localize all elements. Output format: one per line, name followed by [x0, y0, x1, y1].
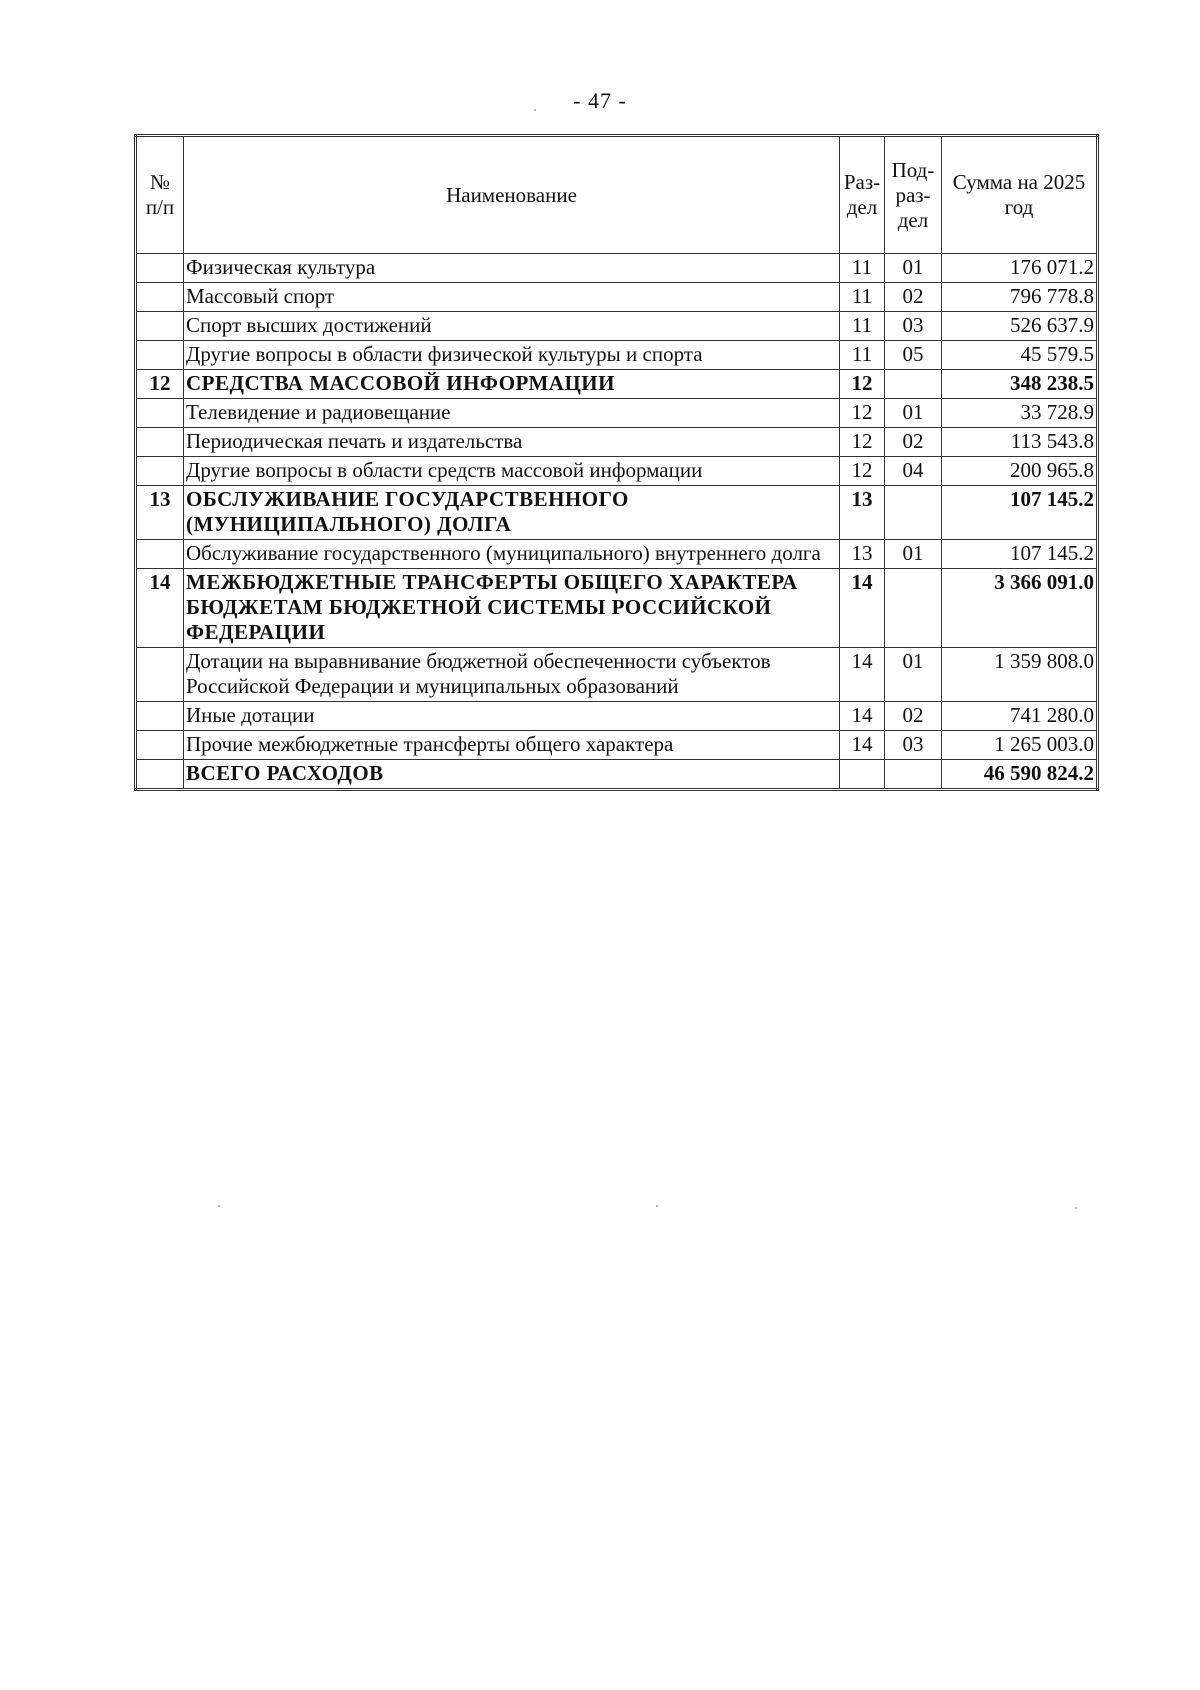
row-sum-cell: 1 359 808.0 — [942, 648, 1098, 702]
row-sum-cell: 526 637.9 — [942, 312, 1098, 341]
row-section-cell: 12 — [840, 457, 885, 486]
row-number-cell — [136, 283, 184, 312]
row-section-cell: 11 — [840, 341, 885, 370]
table-row — [136, 731, 1098, 760]
scan-speck — [1075, 1207, 1077, 1209]
row-subsection-cell: 05 — [885, 341, 942, 370]
row-number-cell — [136, 457, 184, 486]
header-subsection: Под-раз-дел — [885, 136, 942, 254]
row-subsection-cell: 03 — [885, 312, 942, 341]
header-name: Наименование — [184, 136, 840, 254]
row-section-cell: 13 — [840, 540, 885, 569]
row-number-cell — [136, 702, 184, 731]
table-row — [136, 370, 1098, 399]
row-sum-cell: 3 366 091.0 — [942, 569, 1098, 648]
row-name-cell: ОБСЛУЖИВАНИЕ ГОСУДАРСТВЕННОГО (МУНИЦИПАЛЬНОГО) ДОЛГА — [184, 486, 840, 540]
header-sum: Сумма на 2025 год — [942, 136, 1098, 254]
table-row — [136, 254, 1098, 283]
row-sum-cell: 796 778.8 — [942, 283, 1098, 312]
table-row — [136, 702, 1098, 731]
row-section-cell: 12 — [840, 370, 885, 399]
row-sum-cell: 348 238.5 — [942, 370, 1098, 399]
row-number-cell — [136, 731, 184, 760]
row-name-cell: Дотации на выравнивание бюджетной обеспеченности субъектов Российской Федерации и муниципальных образований — [184, 648, 840, 702]
row-number-cell: 14 — [136, 569, 184, 648]
row-name-cell: Иные дотации — [184, 702, 840, 731]
row-subsection-cell: 02 — [885, 702, 942, 731]
row-number-cell — [136, 341, 184, 370]
row-section-cell: 14 — [840, 569, 885, 648]
row-number-cell — [136, 540, 184, 569]
row-name-cell: Другие вопросы в области средств массовой информации — [184, 457, 840, 486]
row-sum-cell: 46 590 824.2 — [942, 760, 1098, 790]
row-subsection-cell: 01 — [885, 648, 942, 702]
table-body — [136, 254, 1098, 790]
row-section-cell: 12 — [840, 399, 885, 428]
scan-speck — [656, 1205, 658, 1207]
row-section-cell: 11 — [840, 312, 885, 341]
row-section-cell: 14 — [840, 702, 885, 731]
row-subsection-cell: 02 — [885, 283, 942, 312]
row-name-cell: Обслуживание государственного (муниципального) внутреннего долга — [184, 540, 840, 569]
row-section-cell — [840, 760, 885, 790]
row-subsection-cell: 01 — [885, 399, 942, 428]
row-number-cell — [136, 760, 184, 790]
row-name-cell: Спорт высших достижений — [184, 312, 840, 341]
row-subsection-cell: 02 — [885, 428, 942, 457]
header-section: Раз-дел — [840, 136, 885, 254]
row-subsection-cell — [885, 760, 942, 790]
row-sum-cell: 741 280.0 — [942, 702, 1098, 731]
row-section-cell: 12 — [840, 428, 885, 457]
row-sum-cell: 176 071.2 — [942, 254, 1098, 283]
row-name-cell: Периодическая печать и издательства — [184, 428, 840, 457]
header-number: № п/п — [136, 136, 184, 254]
table-row — [136, 540, 1098, 569]
row-subsection-cell: 04 — [885, 457, 942, 486]
row-sum-cell: 1 265 003.0 — [942, 731, 1098, 760]
row-name-cell: СРЕДСТВА МАССОВОЙ ИНФОРМАЦИИ — [184, 370, 840, 399]
scan-speck — [218, 1205, 220, 1207]
row-number-cell — [136, 648, 184, 702]
page-number: - 47 - — [573, 88, 627, 113]
row-number-cell — [136, 428, 184, 457]
row-section-cell: 14 — [840, 648, 885, 702]
row-sum-cell: 45 579.5 — [942, 341, 1098, 370]
row-section-cell: 13 — [840, 486, 885, 540]
row-subsection-cell: 03 — [885, 731, 942, 760]
row-section-cell: 11 — [840, 254, 885, 283]
table-header-row — [136, 136, 1098, 254]
row-number-cell — [136, 312, 184, 341]
row-name-cell: Телевидение и радиовещание — [184, 399, 840, 428]
row-sum-cell: 113 543.8 — [942, 428, 1098, 457]
row-subsection-cell — [885, 486, 942, 540]
row-name-cell: МЕЖБЮДЖЕТНЫЕ ТРАНСФЕРТЫ ОБЩЕГО ХАРАКТЕРА БЮДЖЕТАМ БЮДЖЕТНОЙ СИСТЕМЫ РОССИЙСКОЙ ФЕДЕРАЦИИ — [184, 569, 840, 648]
row-name-cell: Физическая культура — [184, 254, 840, 283]
table-row — [136, 486, 1098, 540]
row-name-cell: ВСЕГО РАСХОДОВ — [184, 760, 840, 790]
budget-table — [134, 134, 1099, 791]
row-sum-cell: 33 728.9 — [942, 399, 1098, 428]
table-row — [136, 428, 1098, 457]
table-row — [136, 341, 1098, 370]
table-row — [136, 399, 1098, 428]
row-section-cell: 11 — [840, 283, 885, 312]
scan-speck — [534, 109, 536, 111]
table-row — [136, 312, 1098, 341]
row-name-cell: Прочие межбюджетные трансферты общего характера — [184, 731, 840, 760]
row-subsection-cell — [885, 569, 942, 648]
table-row — [136, 648, 1098, 702]
row-name-cell: Массовый спорт — [184, 283, 840, 312]
table-row — [136, 569, 1098, 648]
table-row — [136, 760, 1098, 790]
row-sum-cell: 200 965.8 — [942, 457, 1098, 486]
row-number-cell — [136, 399, 184, 428]
row-sum-cell: 107 145.2 — [942, 540, 1098, 569]
row-number-cell: 12 — [136, 370, 184, 399]
row-section-cell: 14 — [840, 731, 885, 760]
row-number-cell: 13 — [136, 486, 184, 540]
row-subsection-cell: 01 — [885, 254, 942, 283]
row-sum-cell: 107 145.2 — [942, 486, 1098, 540]
row-subsection-cell — [885, 370, 942, 399]
row-number-cell — [136, 254, 184, 283]
row-subsection-cell: 01 — [885, 540, 942, 569]
table-row — [136, 283, 1098, 312]
table-row — [136, 457, 1098, 486]
row-name-cell: Другие вопросы в области физической культуры и спорта — [184, 341, 840, 370]
